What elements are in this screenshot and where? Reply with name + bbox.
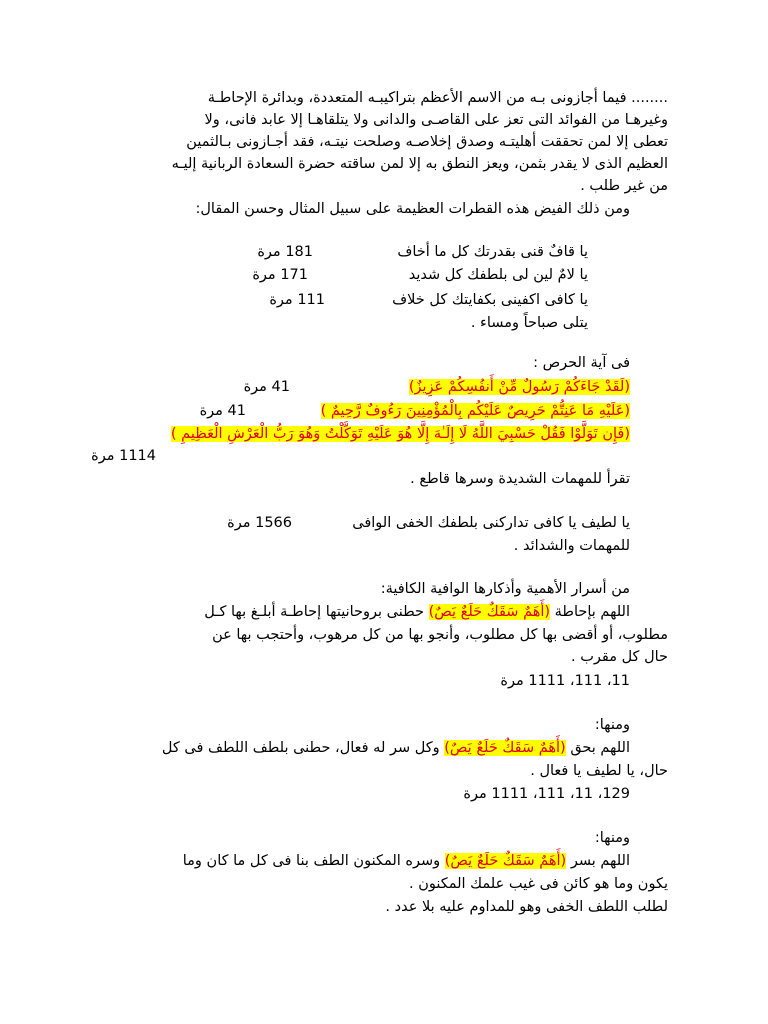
ayat-heading: فى آية الحرص : (533, 355, 630, 371)
minha-2-highlight: (أَهَمٌ سَقَكٌ حَلَعٌ يَصٌ) (444, 853, 567, 869)
minha-1-line-2: حال، يا لطيف يا فعال . (530, 763, 668, 779)
minha-2-heading: ومنها: (594, 830, 630, 846)
ayat-verse-1-text: (لَقَدْ جَاءَكُمْ رَسُولٌ مِّنْ أَنفُسِكُمْ عَزِيزٌ) (408, 379, 630, 395)
minha-2-line-1 (100, 852, 668, 870)
ayat-total: 1114 مرة (91, 448, 156, 464)
secrets-dua-line-2: مطلوب، أو أقضى بها كل مطلوب، وأنجو بها من كل مرهوب، وأحتجب بها عن (212, 627, 668, 643)
ayat-verse-2 (321, 402, 630, 420)
invocation-text: يا كافى اكفينى بكفايتك كل خلاف (392, 292, 588, 308)
minha-1-heading: ومنها: (594, 717, 630, 733)
intro-line-1: ........ فيما أجازونى بـه من الاسم الأعظم بتراكيبـه المتعددة، وبدائرة الإحاطـة (207, 90, 668, 106)
minha-1-counts: 129، 11، 111، 1111 مرة (463, 786, 630, 802)
ayat-verse-2-text: (عَلَيْهِ مَا عَنِتُّمْ حَرِيصٌ عَلَيْكُم بِالْمُؤْمِنِينَ رَءُوفٌ رَّحِيمٌ ) (320, 403, 630, 419)
ayat-note: تقرأ للمهمات الشديدة وسرها قاطع . (410, 471, 630, 487)
secrets-dua-line-1 (100, 603, 668, 621)
secrets-dua-post: حطنى بروحانيتها إحاطـة أبلـغ بها كـل (204, 604, 424, 620)
secrets-dua-counts: 11، 111، 1111 مرة (500, 673, 630, 689)
ayat-verse-3 (171, 425, 630, 443)
intro-line-6: ومن ذلك الفيض هذه القطرات العظيمة على سبيل المثال وحسن المقال: (195, 201, 630, 217)
ayat-verse-1-count: 41 مرة (243, 379, 290, 395)
invocation-text: يا لامٌ لين لى بلطفك كل شديد (408, 267, 588, 283)
minha-2-line-2: يكون وما هو كائن فى غيب علمك المكنون . (408, 876, 668, 892)
intro-line-2: وغيرهـا من الفوائد التى تعز على القاصـى والدانى ولا يتلقاهـا إلا عابد فانى، ولا (204, 112, 668, 128)
invocation-count: 171 مرة (252, 267, 308, 283)
ayat-verse-1 (409, 378, 630, 396)
minha-2-post: وسره المكنون الطف بنا فى كل ما كان وما (182, 853, 441, 869)
secrets-heading: من أسرار الأهمية وأذكارها الوافية الكافية: (380, 581, 630, 597)
intro-line-5: من غير طلب . (580, 178, 668, 194)
secrets-dua-highlight: (أَهَمٌ سَقَكٌ حَلَعٌ يَصٌ) (428, 604, 551, 620)
latif-end: للمهمات والشدائد . (513, 538, 630, 554)
invocation-end: يتلى صباحاً ومساء . (470, 315, 588, 331)
minha-1-pre: اللهم بحق (570, 740, 630, 756)
intro-line-3: تعطى إلا لمن تحققت أهليتـه وصدق إخلاصـه وصلحت نيتـه، فقد أجـازونى بـالثمين (186, 134, 668, 150)
secrets-dua-line-3: حال كل مقرب . (571, 649, 668, 665)
ayat-verse-2-count: 41 مرة (199, 403, 246, 419)
invocation-text: يا قافٌ قنى بقدرتك كل ما أخاف (397, 244, 588, 260)
minha-2-pre: اللهم بسر (570, 853, 630, 869)
minha-1-post: وكل سر له فعال، حطنى بلطف اللطف فى كل (161, 740, 440, 756)
invocation-count: 181 مرة (257, 244, 313, 260)
invocation-count: 111 مرة (269, 292, 325, 308)
secrets-dua-pre: اللهم بإحاطة (554, 604, 630, 620)
minha-1-highlight: (أَهَمٌ سَقَكٌ حَلَعٌ يَصٌ) (444, 740, 566, 756)
intro-line-4: العظيم الذى لا يقدر بثمن، ويعز النطق به إلا لمن ساقته حضرة السعادة الربانية إليـه (171, 156, 668, 172)
minha-2-line-3: لطلب اللطف الخفى وهو للمداوم عليه بلا عدد . (385, 899, 668, 915)
latif-text: يا لطيف يا كافى تداركنى بلطفك الخفى الوافى (352, 515, 630, 531)
minha-1-line-1 (100, 739, 668, 757)
latif-count: 1566 مرة (227, 515, 292, 531)
ayat-verse-3-text: (فَإِن تَوَلَّوْا فَقُلْ حَسْبِيَ اللَّهُ لَا إِلَـٰهَ إِلَّا هُوَ عَلَيْهِ تَوَكَّلْتُ وَهُوَ رَبُّ الْعَرْشِ الْعَظِيمِ ) (170, 426, 630, 442)
